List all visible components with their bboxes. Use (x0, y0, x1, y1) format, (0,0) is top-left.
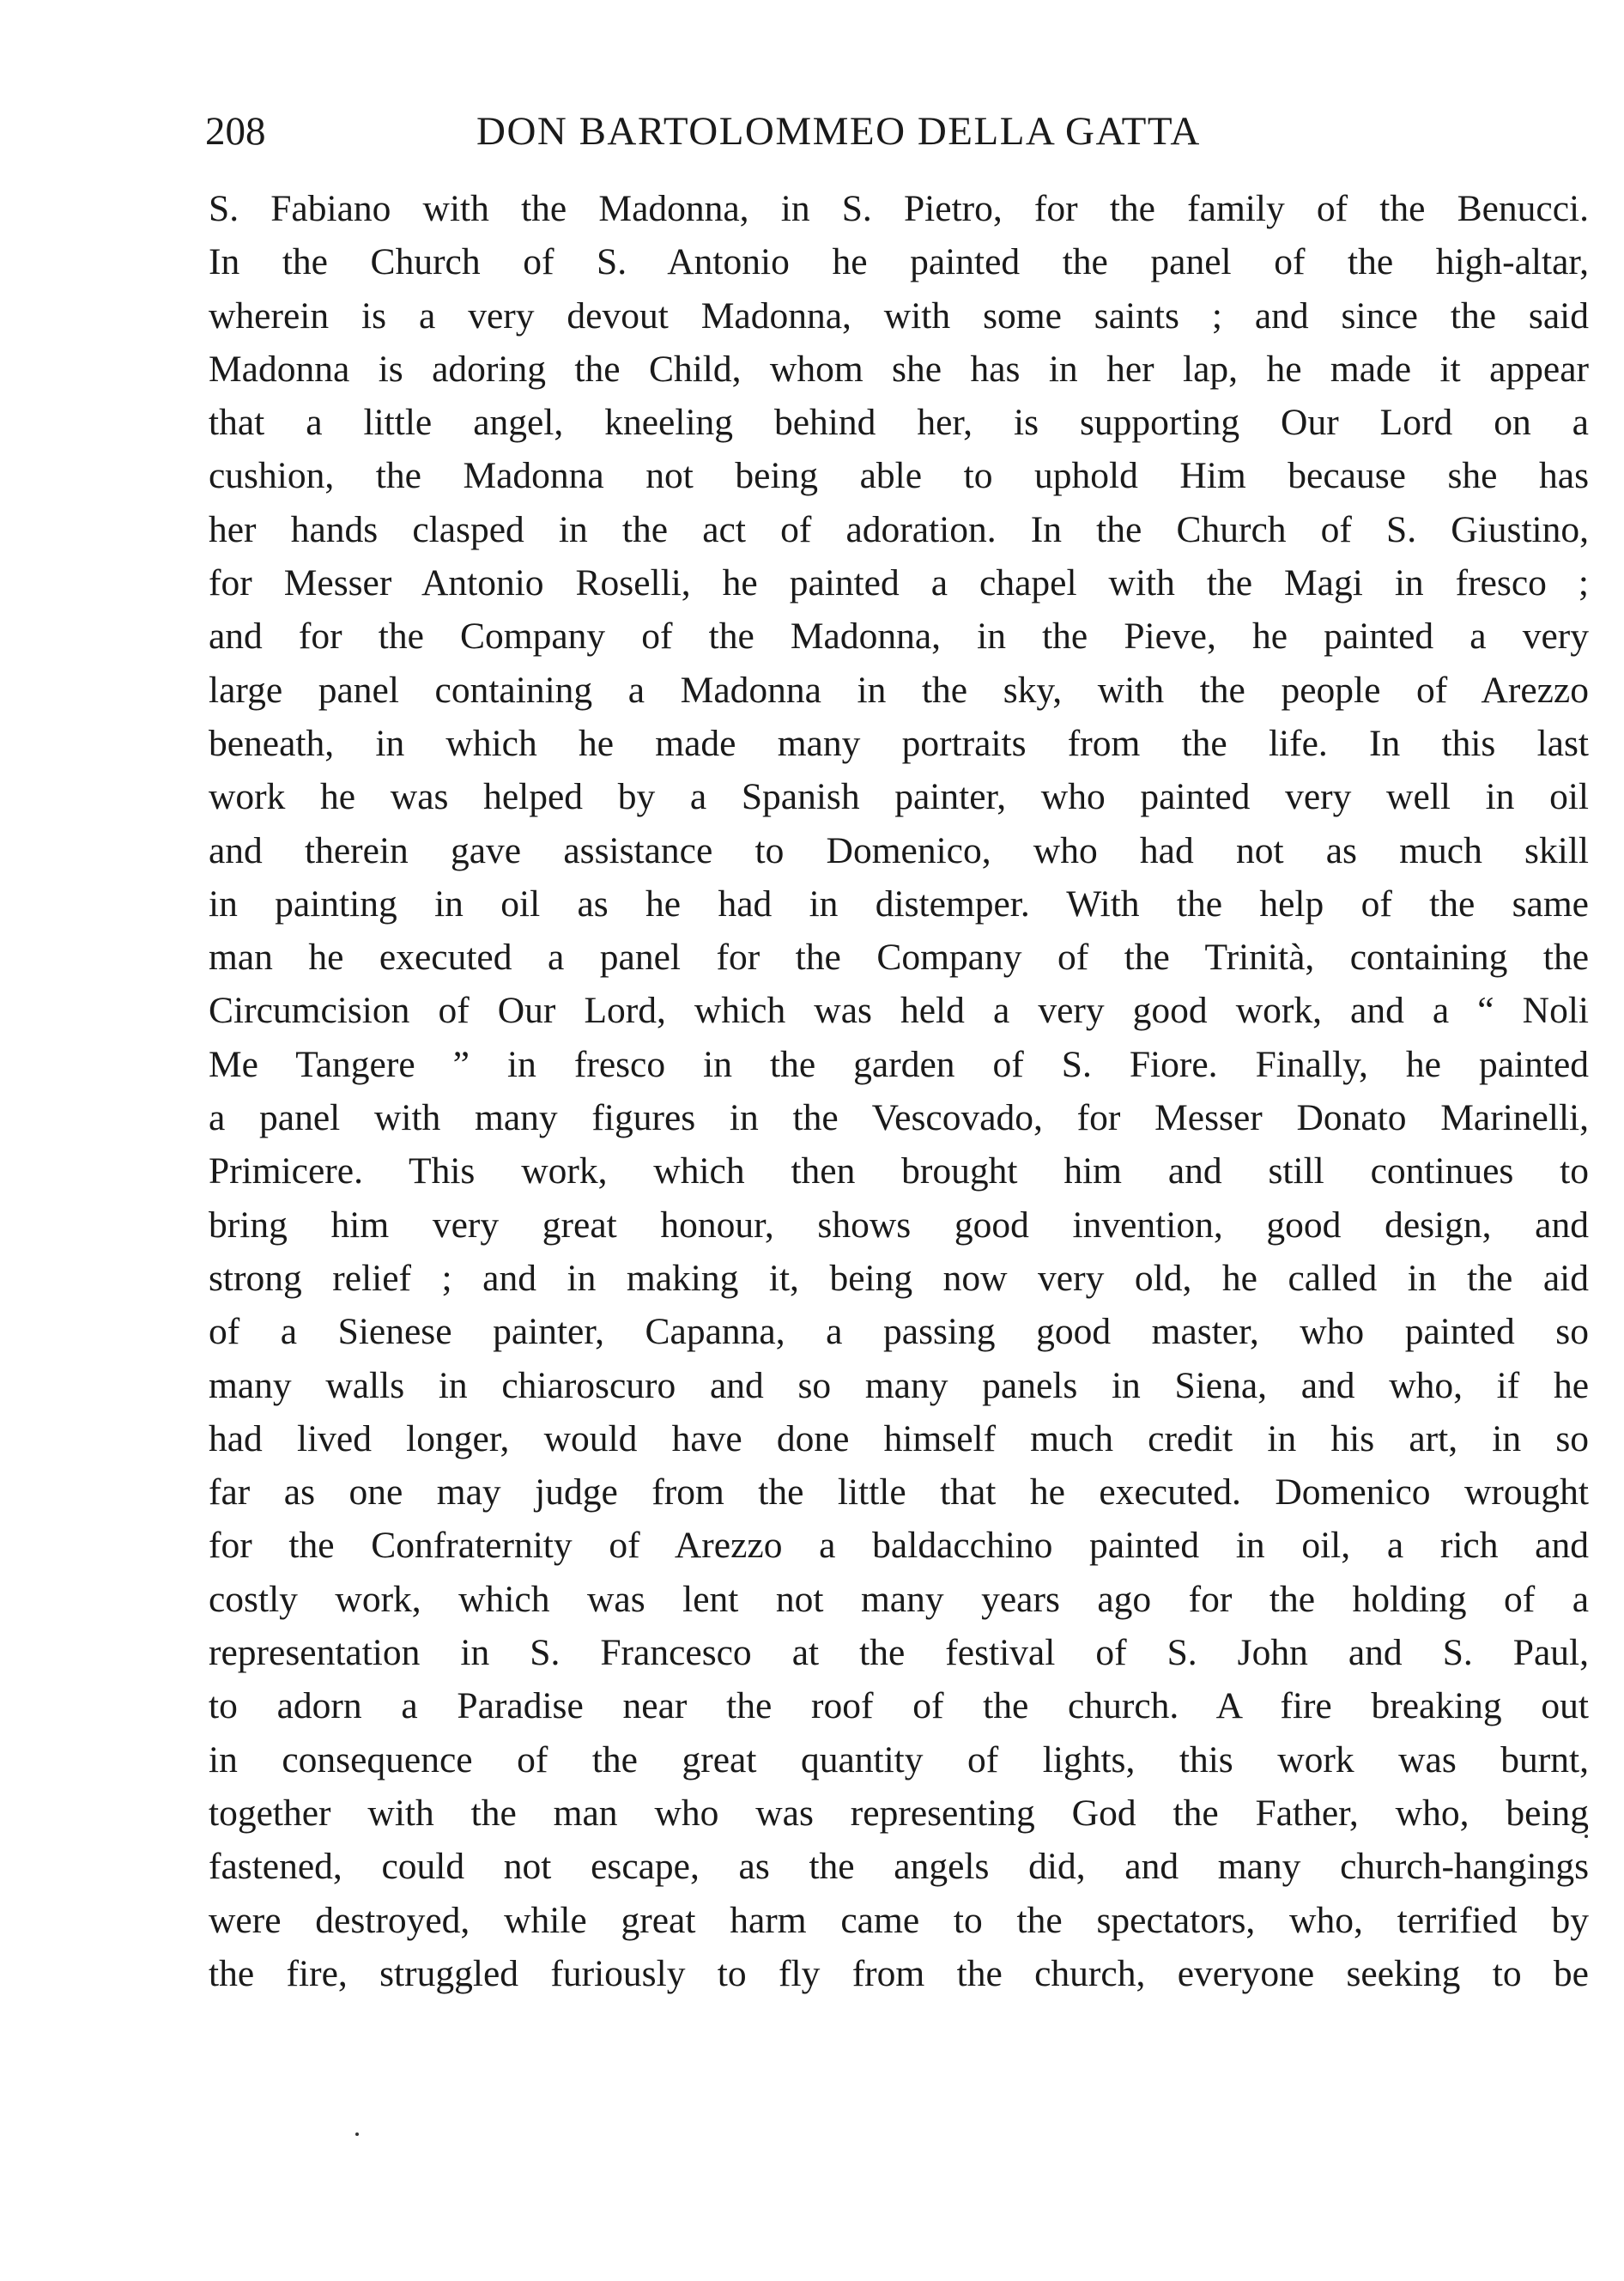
text-line: man he executed a panel for the Company of the Trinità, containing the (209, 937, 1589, 979)
text-line: In the Church of S. Antonio he painted the panel of the high-altar, (209, 241, 1589, 283)
text-line: strong relief ; and in making it, being now very old, he called in the aid (209, 1257, 1589, 1299)
text-line: far as one may judge from the little that he executed. Domenico wrought (209, 1471, 1589, 1514)
running-title: DON BARTOLOMMEO DELLA GATTA (476, 109, 1201, 154)
text-line: of a Sienese painter, Capanna, a passing good master, who painted so (209, 1311, 1589, 1353)
text-line: work he was helped by a Spanish painter, who painted very well in oil (209, 776, 1589, 818)
text-line: Madonna is adoring the Child, whom she has in her lap, he made it appear (209, 348, 1589, 390)
text-line: costly work, which was lent not many years ago for the holding of a (209, 1578, 1589, 1620)
text-line: in painting in oil as he had in distemper. With the help of the same (209, 883, 1589, 925)
text-line: for the Confraternity of Arezzo a baldacchino painted in oil, a rich and (209, 1525, 1589, 1567)
text-line: cushion, the Madonna not being able to uphold Him because she has (209, 455, 1589, 497)
body-text (209, 182, 1589, 2000)
text-line: and for the Company of the Madonna, in the Pieve, he painted a very (209, 616, 1589, 658)
running-head (205, 101, 1591, 161)
text-line: S. Fabiano with the Madonna, in S. Pietro, for the family of the Benucci. (209, 188, 1589, 229)
text-line: Circumcision of Our Lord, which was held a very good work, and a “ Noli (209, 990, 1589, 1032)
ink-speck (355, 2132, 359, 2136)
text-line: Primicere. This work, which then brought him and still continues to (209, 1150, 1589, 1192)
text-line: and therein gave assistance to Domenico, who had not as much skill (209, 829, 1589, 871)
text-line: Me Tangere ” in fresco in the garden of S. Fiore. Finally, he painted (209, 1043, 1589, 1085)
text-line: the fire, struggled furiously to fly from the church, everyone seeking to be (209, 1952, 1589, 1994)
text-line: had lived longer, would have done himself much credit in his art, in so (209, 1417, 1589, 1459)
text-line: for Messer Antonio Roselli, he painted a chapel with the Magi in fresco ; (209, 562, 1589, 604)
page-number: 208 (205, 109, 266, 154)
text-line: bring him very great honour, shows good invention, good design, and (209, 1204, 1589, 1246)
text-line: wherein is a very devout Madonna, with some saints ; and since the said (209, 294, 1589, 337)
text-line: in consequence of the great quantity of lights, this work was burnt, (209, 1738, 1589, 1781)
text-line: a panel with many figures in the Vescovado, for Messer Donato Marinelli, (209, 1097, 1589, 1139)
text-line: many walls in chiaroscuro and so many panels in Siena, and who, if he (209, 1364, 1589, 1406)
text-line: to adorn a Paradise near the roof of the church. A fire breaking out (209, 1685, 1589, 1727)
text-line: were destroyed, while great harm came to the spectators, who, terrified by (209, 1899, 1589, 1941)
ink-speck (1585, 1835, 1588, 1838)
text-line: fastened, could not escape, as the angels did, and many church-hangings (209, 1846, 1589, 1888)
text-line: that a little angel, kneeling behind her, is supporting Our Lord on a (209, 402, 1589, 444)
text-line: together with the man who was representing God the Father, who, being (209, 1792, 1589, 1834)
text-line: large panel containing a Madonna in the sky, with the people of Arezzo (209, 669, 1589, 711)
text-line: her hands clasped in the act of adoration. In the Church of S. Giustino, (209, 508, 1589, 550)
text-line: beneath, in which he made many portraits from the life. In this last (209, 722, 1589, 764)
text-line: representation in S. Francesco at the festival of S. John and S. Paul, (209, 1632, 1589, 1674)
